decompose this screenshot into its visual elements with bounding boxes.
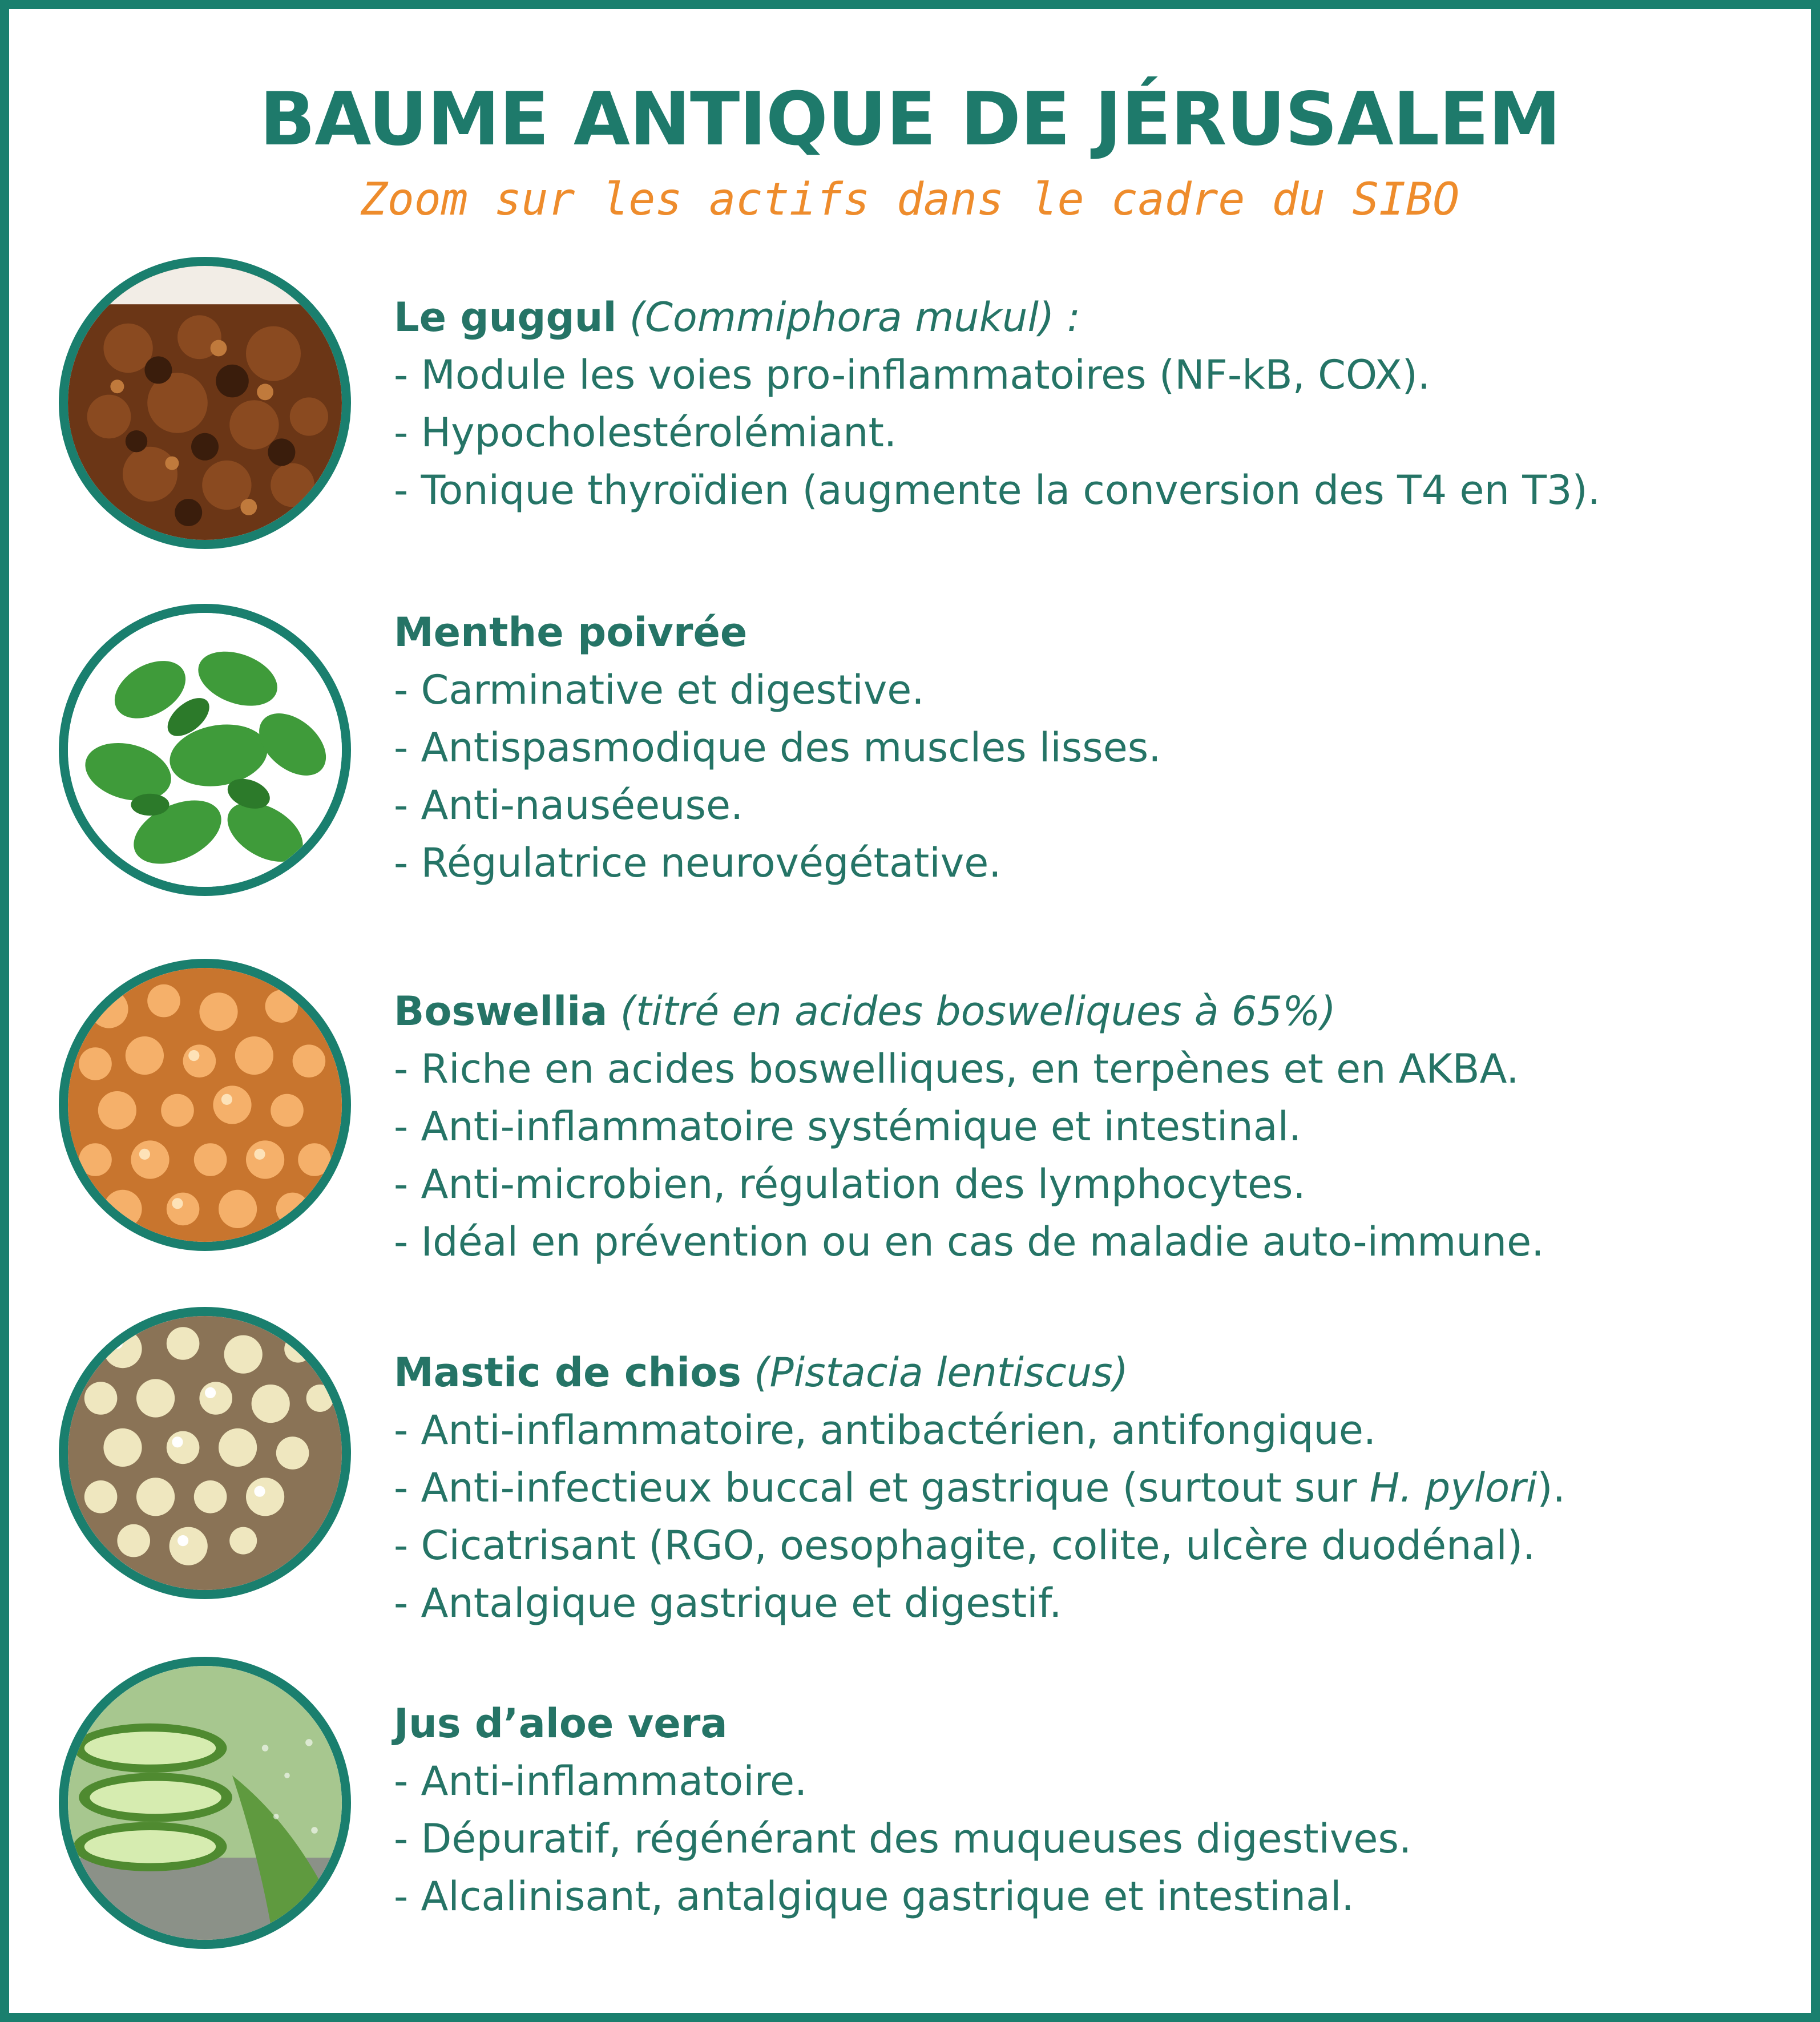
section-heading [394, 289, 1786, 346]
benefit-line: - Anti-inflammatoire, antibactérien, antifongique. [394, 1407, 1377, 1454]
ingredient-latin-name: (titré en acides bosweliques à 65%) [607, 988, 1336, 1035]
benefit-line: - Riche en acides boswelliques, en terpènes et en AKBA. [394, 1046, 1519, 1092]
guggul-text [394, 289, 1786, 519]
aloe-vera-slices-image [59, 1657, 351, 1949]
benefit-line-start: - Anti-infectieux buccal et gastrique (surtout sur [394, 1464, 1370, 1511]
benefit-line: - Cicatrisant (RGO, oesophagite, colite, ulcère duodénal). [394, 1522, 1536, 1569]
benefit-line: - Anti-inflammatoire systémique et intestinal. [394, 1103, 1302, 1150]
benefit-line: - Alcalinisant, antalgique gastrique et intestinal. [394, 1873, 1354, 1920]
mastic-tears-image [59, 1307, 351, 1599]
benefit-line-end: ). [1537, 1464, 1565, 1511]
page-subtitle: Zoom sur les actifs dans le cadre du SIBO [360, 174, 1460, 225]
benefit-line: - Idéal en prévention ou en cas de maladie auto-immune. [394, 1218, 1544, 1265]
benefit-line: - Dépuratif, régénérant des muqueuses digestives. [394, 1815, 1412, 1862]
menthe-text [394, 604, 1786, 892]
ingredient-latin-name: (Pistacia lentiscus) [741, 1349, 1128, 1396]
benefit-line: - Carminative et digestive. [394, 667, 925, 713]
ingredient-latin-name: (Commiphora mukul) : [616, 294, 1081, 341]
mastic-text [394, 1344, 1786, 1632]
benefit-line [394, 1459, 1786, 1517]
page-title: BAUME ANTIQUE DE JÉRUSALEM [259, 77, 1561, 162]
benefit-line: - Tonique thyroïdien (augmente la conversion des T4 en T3). [394, 467, 1601, 514]
peppermint-leaves-image [59, 604, 351, 896]
section-heading [394, 983, 1786, 1040]
boswellia-text [394, 983, 1786, 1271]
benefit-line: - Module les voies pro-inflammatoires (NF-kB, COX). [394, 352, 1431, 398]
section-heading [394, 604, 1786, 661]
section-heading [394, 1695, 1786, 1753]
ingredient-name: Jus d’aloe vera [394, 1700, 728, 1747]
bacteria-name: H. pylori [1369, 1464, 1537, 1511]
aloe-text [394, 1695, 1786, 1926]
section-heading [394, 1344, 1786, 1402]
ingredient-name: Menthe poivrée [394, 609, 748, 656]
benefit-line: - Anti-nauséeuse. [394, 782, 744, 829]
benefit-line: - Hypocholestérolémiant. [394, 409, 897, 456]
benefit-line: - Antalgique gastrique et digestif. [394, 1580, 1062, 1627]
guggul-resin-image [59, 257, 351, 549]
benefit-line: - Anti-microbien, régulation des lymphocytes. [394, 1161, 1306, 1208]
ingredient-name: Boswellia [394, 988, 608, 1035]
ingredient-name: Le guggul [394, 294, 617, 341]
benefit-line: - Anti-inflammatoire. [394, 1758, 808, 1805]
benefit-line: - Régulatrice neurovégétative. [394, 840, 1002, 886]
benefit-line: - Antispasmodique des muscles lisses. [394, 724, 1161, 771]
ingredient-name: Mastic de chios [394, 1349, 741, 1396]
boswellia-resin-image [59, 959, 351, 1251]
